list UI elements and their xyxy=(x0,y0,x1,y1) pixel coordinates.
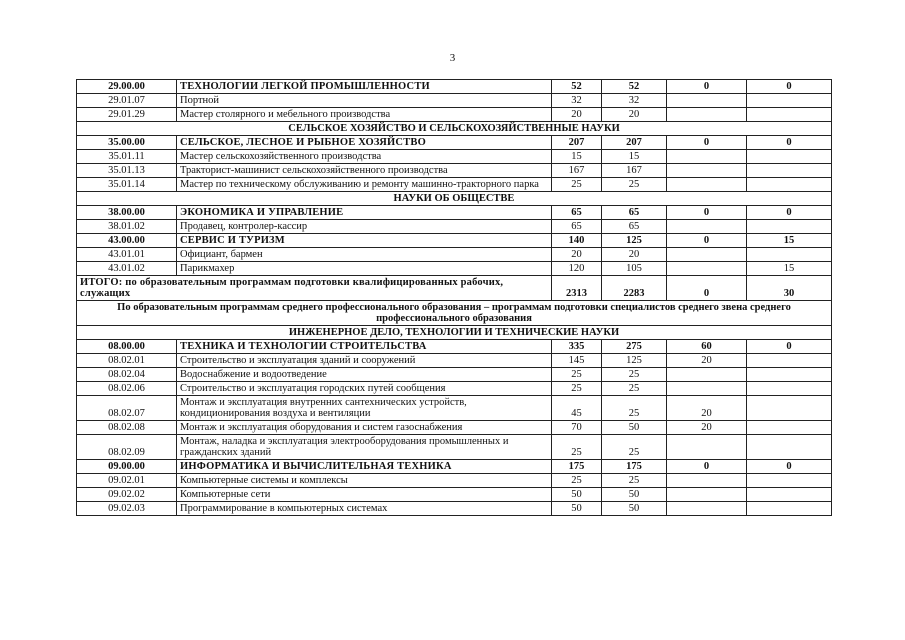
program-code: 08.00.00 xyxy=(77,340,177,354)
value-c1: 207 xyxy=(552,136,602,150)
value-c4: 0 xyxy=(747,80,832,94)
value-c2: 32 xyxy=(602,94,667,108)
section-header-row xyxy=(77,192,832,206)
table-row xyxy=(77,421,832,435)
value-c2: 50 xyxy=(602,421,667,435)
value-c2: 50 xyxy=(602,488,667,502)
total-row xyxy=(77,276,832,301)
value-c1: 52 xyxy=(552,80,602,94)
program-code: 43.00.00 xyxy=(77,234,177,248)
program-level-title: По образовательным программам среднего профессионального образования – программам подготовки специалистов среднего звена среднего профессионального образования xyxy=(77,301,832,326)
value-c3: 0 xyxy=(667,136,747,150)
value-c3 xyxy=(667,435,747,460)
value-c2: 20 xyxy=(602,108,667,122)
program-code: 29.00.00 xyxy=(77,80,177,94)
value-c3: 20 xyxy=(667,421,747,435)
value-c3 xyxy=(667,108,747,122)
section-header-row xyxy=(77,122,832,136)
program-name: Строительство и эксплуатация городских путей сообщения xyxy=(177,382,552,396)
value-c4 xyxy=(747,502,832,516)
table-row xyxy=(77,474,832,488)
value-c2: 25 xyxy=(602,435,667,460)
value-c4: 0 xyxy=(747,460,832,474)
value-c2: 65 xyxy=(602,206,667,220)
value-c2: 125 xyxy=(602,234,667,248)
group-row xyxy=(77,460,832,474)
value-c4 xyxy=(747,488,832,502)
table-row xyxy=(77,94,832,108)
value-c1: 20 xyxy=(552,248,602,262)
value-c4: 15 xyxy=(747,234,832,248)
value-c2: 20 xyxy=(602,248,667,262)
value-c4 xyxy=(747,382,832,396)
value-c1: 25 xyxy=(552,368,602,382)
value-c4 xyxy=(747,421,832,435)
value-c1: 335 xyxy=(552,340,602,354)
group-row xyxy=(77,340,832,354)
section-title: НАУКИ ОБ ОБЩЕСТВЕ xyxy=(77,192,832,206)
program-name: Монтаж и эксплуатация оборудования и систем газоснабжения xyxy=(177,421,552,435)
table-row xyxy=(77,262,832,276)
program-code: 08.02.08 xyxy=(77,421,177,435)
value-c2: 25 xyxy=(602,382,667,396)
value-c4 xyxy=(747,178,832,192)
enrollment-table xyxy=(76,79,832,516)
value-c2: 65 xyxy=(602,220,667,234)
program-code: 35.01.13 xyxy=(77,164,177,178)
total-value-c4: 30 xyxy=(747,276,832,301)
program-code: 38.01.02 xyxy=(77,220,177,234)
program-code: 35.01.14 xyxy=(77,178,177,192)
program-code: 09.02.02 xyxy=(77,488,177,502)
value-c1: 25 xyxy=(552,435,602,460)
value-c1: 32 xyxy=(552,94,602,108)
table-row xyxy=(77,382,832,396)
value-c2: 125 xyxy=(602,354,667,368)
program-name: Парикмахер xyxy=(177,262,552,276)
value-c1: 175 xyxy=(552,460,602,474)
value-c1: 20 xyxy=(552,108,602,122)
table-row xyxy=(77,396,832,421)
program-code: 09.00.00 xyxy=(77,460,177,474)
value-c1: 65 xyxy=(552,220,602,234)
value-c4 xyxy=(747,474,832,488)
program-code: 08.02.01 xyxy=(77,354,177,368)
program-name: ТЕХНИКА И ТЕХНОЛОГИИ СТРОИТЕЛЬСТВА xyxy=(177,340,552,354)
value-c4 xyxy=(747,150,832,164)
value-c3: 0 xyxy=(667,80,747,94)
program-name: Официант, бармен xyxy=(177,248,552,262)
program-code: 09.02.03 xyxy=(77,502,177,516)
value-c2: 167 xyxy=(602,164,667,178)
program-code: 43.01.02 xyxy=(77,262,177,276)
value-c1: 15 xyxy=(552,150,602,164)
value-c1: 167 xyxy=(552,164,602,178)
table-row xyxy=(77,248,832,262)
program-name: Продавец, контролер-кассир xyxy=(177,220,552,234)
value-c2: 105 xyxy=(602,262,667,276)
program-code: 08.02.04 xyxy=(77,368,177,382)
value-c2: 50 xyxy=(602,502,667,516)
total-label: ИТОГО: по образовательным программам подготовки квалифицированных рабочих, служащих xyxy=(77,276,552,301)
program-name: Программирование в компьютерных системах xyxy=(177,502,552,516)
value-c3 xyxy=(667,150,747,164)
group-row xyxy=(77,80,832,94)
program-code: 08.02.06 xyxy=(77,382,177,396)
program-name: Мастер столярного и мебельного производства xyxy=(177,108,552,122)
program-code: 38.00.00 xyxy=(77,206,177,220)
table-row xyxy=(77,178,832,192)
program-name: ТЕХНОЛОГИИ ЛЕГКОЙ ПРОМЫШЛЕННОСТИ xyxy=(177,80,552,94)
value-c1: 50 xyxy=(552,488,602,502)
value-c3: 0 xyxy=(667,206,747,220)
total-value-c1: 2313 xyxy=(552,276,602,301)
value-c3: 60 xyxy=(667,340,747,354)
table-row xyxy=(77,150,832,164)
value-c1: 50 xyxy=(552,502,602,516)
value-c1: 70 xyxy=(552,421,602,435)
value-c1: 120 xyxy=(552,262,602,276)
value-c4 xyxy=(747,220,832,234)
program-code: 08.02.09 xyxy=(77,435,177,460)
program-code: 43.01.01 xyxy=(77,248,177,262)
program-name: СЕЛЬСКОЕ, ЛЕСНОЕ И РЫБНОЕ ХОЗЯЙСТВО xyxy=(177,136,552,150)
value-c3: 0 xyxy=(667,234,747,248)
program-name: Компьютерные сети xyxy=(177,488,552,502)
table-row xyxy=(77,164,832,178)
value-c3 xyxy=(667,502,747,516)
value-c4 xyxy=(747,164,832,178)
value-c2: 25 xyxy=(602,396,667,421)
section-title: ИНЖЕНЕРНОЕ ДЕЛО, ТЕХНОЛОГИИ И ТЕХНИЧЕСКИЕ НАУКИ xyxy=(77,326,832,340)
value-c1: 145 xyxy=(552,354,602,368)
group-row xyxy=(77,136,832,150)
program-name: Строительство и эксплуатация зданий и сооружений xyxy=(177,354,552,368)
value-c3 xyxy=(667,474,747,488)
program-code: 35.01.11 xyxy=(77,150,177,164)
total-value-c2: 2283 xyxy=(602,276,667,301)
value-c3 xyxy=(667,382,747,396)
program-code: 29.01.07 xyxy=(77,94,177,108)
value-c4 xyxy=(747,435,832,460)
value-c3: 20 xyxy=(667,354,747,368)
value-c4 xyxy=(747,368,832,382)
page-number: 3 xyxy=(449,52,456,64)
section-header-row xyxy=(77,326,832,340)
value-c4: 0 xyxy=(747,206,832,220)
program-name: Монтаж, наладка и эксплуатация электрооборудования промышленных и гражданских зданий xyxy=(177,435,552,460)
value-c4 xyxy=(747,248,832,262)
value-c1: 25 xyxy=(552,382,602,396)
table-row xyxy=(77,488,832,502)
value-c3 xyxy=(667,220,747,234)
program-code: 09.02.01 xyxy=(77,474,177,488)
value-c3 xyxy=(667,262,747,276)
program-name: ЭКОНОМИКА И УПРАВЛЕНИЕ xyxy=(177,206,552,220)
program-code: 35.00.00 xyxy=(77,136,177,150)
group-row xyxy=(77,206,832,220)
table-row xyxy=(77,108,832,122)
value-c3 xyxy=(667,488,747,502)
value-c1: 45 xyxy=(552,396,602,421)
section-title: СЕЛЬСКОЕ ХОЗЯЙСТВО И СЕЛЬСКОХОЗЯЙСТВЕННЫЕ НАУКИ xyxy=(77,122,832,136)
value-c1: 25 xyxy=(552,178,602,192)
program-name: Монтаж и эксплуатация внутренних сантехнических устройств, кондиционирования воздуха и вентиляции xyxy=(177,396,552,421)
value-c3: 20 xyxy=(667,396,747,421)
value-c2: 207 xyxy=(602,136,667,150)
value-c3 xyxy=(667,368,747,382)
value-c4 xyxy=(747,108,832,122)
program-name: Компьютерные системы и комплексы xyxy=(177,474,552,488)
value-c3 xyxy=(667,178,747,192)
value-c3: 0 xyxy=(667,460,747,474)
value-c2: 25 xyxy=(602,368,667,382)
program-code: 29.01.29 xyxy=(77,108,177,122)
table-row xyxy=(77,435,832,460)
program-name: Мастер сельскохозяйственного производства xyxy=(177,150,552,164)
program-name: Водоснабжение и водоотведение xyxy=(177,368,552,382)
value-c2: 25 xyxy=(602,178,667,192)
table-row xyxy=(77,354,832,368)
program-name: Портной xyxy=(177,94,552,108)
value-c2: 15 xyxy=(602,150,667,164)
value-c3 xyxy=(667,94,747,108)
group-row xyxy=(77,234,832,248)
value-c3 xyxy=(667,164,747,178)
value-c4: 15 xyxy=(747,262,832,276)
value-c3 xyxy=(667,248,747,262)
value-c2: 25 xyxy=(602,474,667,488)
program-name: СЕРВИС И ТУРИЗМ xyxy=(177,234,552,248)
table-row xyxy=(77,502,832,516)
table-row xyxy=(77,368,832,382)
value-c4 xyxy=(747,396,832,421)
value-c4: 0 xyxy=(747,136,832,150)
program-code: 08.02.07 xyxy=(77,396,177,421)
total-value-c3: 0 xyxy=(667,276,747,301)
value-c1: 140 xyxy=(552,234,602,248)
value-c4 xyxy=(747,354,832,368)
value-c2: 52 xyxy=(602,80,667,94)
value-c1: 25 xyxy=(552,474,602,488)
table-body xyxy=(77,80,832,516)
program-level-header-row xyxy=(77,301,832,326)
program-name: Тракторист-машинист сельскохозяйственного производства xyxy=(177,164,552,178)
program-name: ИНФОРМАТИКА И ВЫЧИСЛИТЕЛЬНАЯ ТЕХНИКА xyxy=(177,460,552,474)
table-row xyxy=(77,220,832,234)
value-c4: 0 xyxy=(747,340,832,354)
value-c2: 175 xyxy=(602,460,667,474)
program-name: Мастер по техническому обслуживанию и ремонту машинно-тракторного парка xyxy=(177,178,552,192)
value-c1: 65 xyxy=(552,206,602,220)
value-c2: 275 xyxy=(602,340,667,354)
value-c4 xyxy=(747,94,832,108)
